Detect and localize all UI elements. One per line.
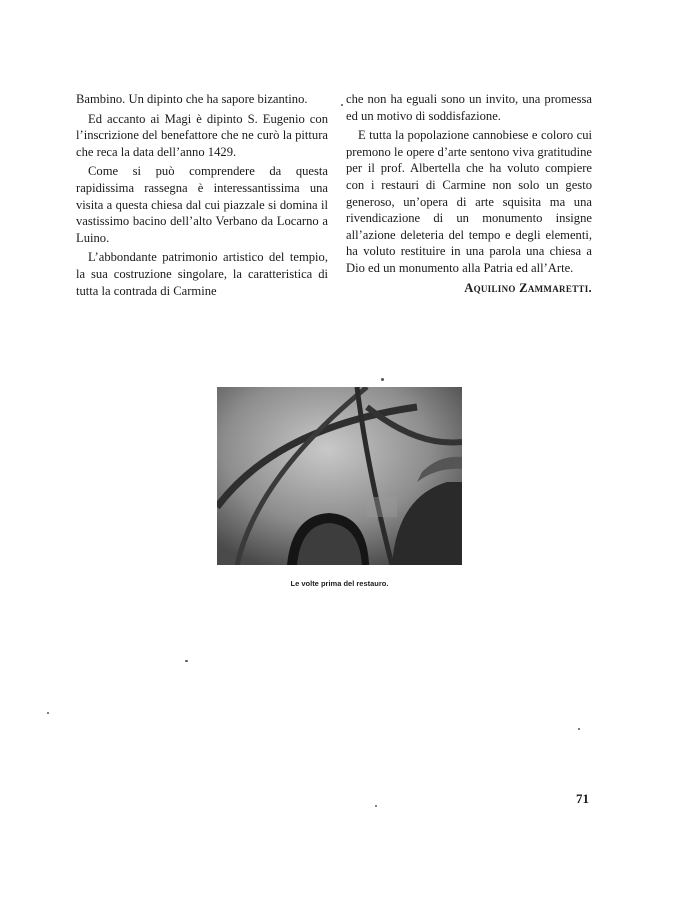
left-paragraph-4: L’abbondante patrimonio artistico del tempio, la sua costruzione singolare, la caratteristica di tutta la contrada di Carmine <box>76 250 328 298</box>
right-paragraph-1: che non ha eguali sono un invito, una promessa ed un motivo di soddisfazione. <box>346 92 592 123</box>
right-paragraph-2: E tutta la popolazione cannobiese e coloro cui premono le opere d’arte sentono viva gratitudine per il prof. Albertella che ha voluto compiere con i restauri di Carmine non solo un gesto generoso, un’opera di arte squisita ma una rivendicazione di un monumento insigne all’azione deleteria del tempo e degli elementi, ha voluto restituire in una parola una chiesa a Dio ed un monumento alla Patria ed all’Arte. <box>346 128 592 275</box>
right-column <box>346 91 592 299</box>
dust-speck <box>578 728 580 730</box>
page-number: 71 <box>576 791 589 806</box>
left-paragraph-1: Bambino. Un dipinto che ha sapore bizantino. <box>76 92 308 106</box>
dust-speck <box>185 660 188 662</box>
vault-photo-image <box>217 387 462 565</box>
dust-speck <box>341 104 343 106</box>
dust-speck <box>375 805 377 807</box>
left-paragraph-3: Come si può comprendere da questa rapidissima rassegna è interessantissima una visita a questa chiesa dal cui piazzale si domina il vastissimo bacino dell’alto Verbano da Locarno a Luino. <box>76 164 328 245</box>
figure-caption: Le volte prima del restauro. <box>290 579 389 588</box>
left-column <box>76 91 328 302</box>
dust-speck <box>381 378 384 381</box>
vault-photograph <box>217 387 462 565</box>
left-paragraph-2: Ed accanto ai Magi è dipinto S. Eugenio con l’inscrizione del benefattore che ne curò la pittura che reca la data dell’anno 1429. <box>76 111 328 159</box>
dust-speck <box>47 712 49 714</box>
author-signature: Aquilino Zammaretti. <box>464 280 592 295</box>
